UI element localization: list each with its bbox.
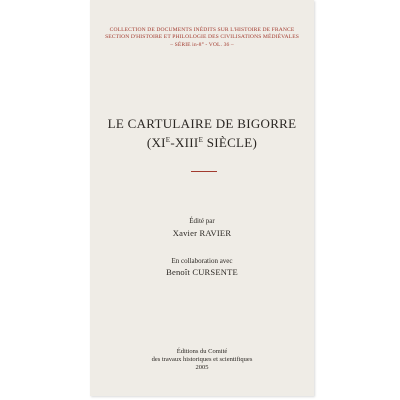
publication-year: 2005 bbox=[195, 364, 209, 371]
book-title: LE CARTULAIRE DE BIGORRE bbox=[107, 116, 297, 131]
subtitle-part-open: (XI bbox=[146, 135, 166, 150]
editor-label: Édité par bbox=[189, 217, 215, 225]
publisher-line-2: des travaux historiques et scientifiques bbox=[151, 356, 253, 363]
book-subtitle-century bbox=[90, 133, 314, 150]
series-section-line: SECTION D'HISTOIRE ET PHILOLOGIE DES CIVILISATIONS MÉDIÉVALES bbox=[105, 34, 299, 40]
subtitle-part-close: SIÈCLE) bbox=[203, 135, 258, 150]
book-cover bbox=[90, 0, 314, 396]
title-divider-rule bbox=[191, 171, 217, 172]
series-collection-line: COLLECTION DE DOCUMENTS INÉDITS SUR L'HISTOIRE DE FRANCE bbox=[109, 27, 295, 33]
collaborator-name: Benoît CURSENTE bbox=[166, 267, 238, 277]
collaborator-label: En collaboration avec bbox=[171, 257, 233, 265]
series-volume-line: – SÉRIE in-8° - VOL. 36 – bbox=[170, 42, 234, 48]
editor-name: Xavier RAVIER bbox=[172, 228, 232, 238]
subtitle-sup-2: E bbox=[198, 136, 204, 144]
subtitle-sup-1: E bbox=[165, 136, 171, 144]
publisher-line-1: Éditions du Comité bbox=[176, 348, 228, 355]
subtitle-part-mid: -XIII bbox=[170, 135, 199, 150]
